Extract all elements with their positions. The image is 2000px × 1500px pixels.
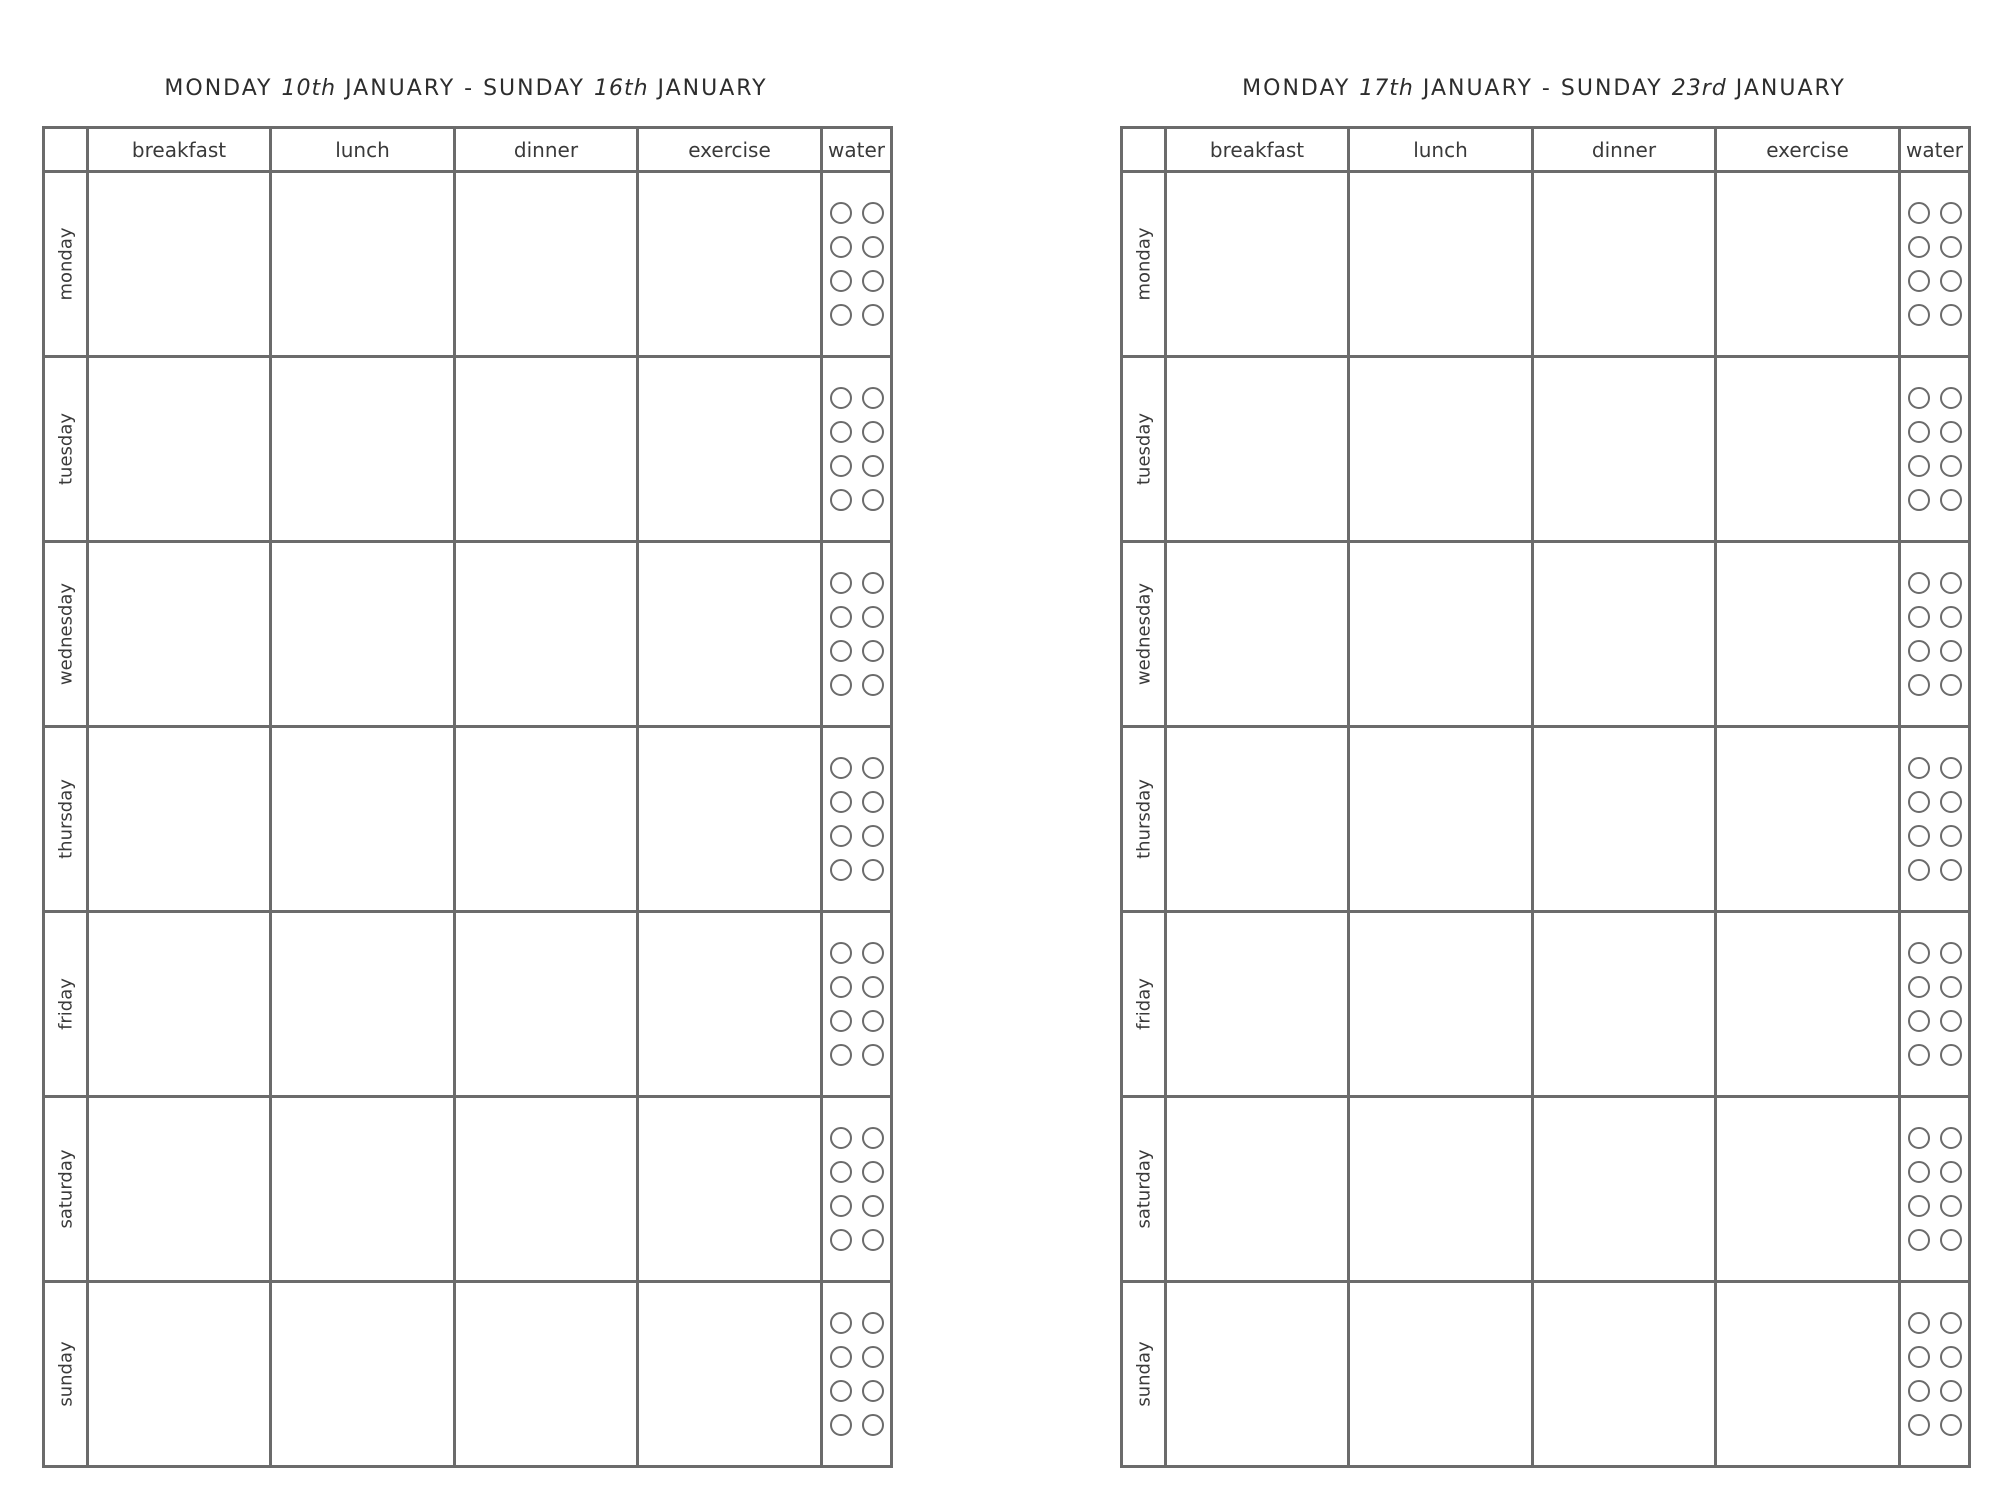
water-tracker [1908, 942, 1962, 1066]
water-glass-checkbox[interactable] [1940, 1010, 1962, 1032]
water-glass-checkbox[interactable] [1940, 1161, 1962, 1183]
water-glass-checkbox[interactable] [830, 202, 852, 224]
water-glass-checkbox[interactable] [862, 1161, 884, 1183]
lunch-entry-cell[interactable] [1349, 357, 1533, 542]
day-label-cell [44, 542, 88, 727]
corner-cell [1122, 128, 1166, 172]
water-tracker [830, 942, 884, 1066]
column-header-breakfast: breakfast [88, 128, 271, 172]
lunch-entry-cell[interactable] [1349, 172, 1533, 357]
water-glass-checkbox[interactable] [1908, 1044, 1930, 1066]
week-start-weekday: MONDAY [1242, 76, 1351, 101]
day-label: wednesday [55, 582, 76, 686]
lunch-entry-cell[interactable] [271, 1097, 455, 1282]
day-label: sunday [55, 1341, 76, 1407]
water-tracker [1908, 202, 1962, 326]
water-tracker [830, 572, 884, 696]
column-header-dinner: dinner [455, 128, 638, 172]
day-label: thursday [1133, 779, 1154, 859]
day-label-cell [44, 727, 88, 912]
week-end-weekday: SUNDAY [483, 76, 585, 101]
exercise-entry-cell[interactable] [638, 1097, 822, 1282]
water-tracker [830, 387, 884, 511]
dinner-entry-cell[interactable] [455, 912, 638, 1097]
water-glass-checkbox[interactable] [1908, 825, 1930, 847]
week-end-month: JANUARY [1735, 76, 1846, 101]
water-glass-checkbox[interactable] [862, 202, 884, 224]
water-cell [822, 727, 892, 912]
breakfast-entry-cell[interactable] [88, 357, 271, 542]
day-row-sunday [44, 1282, 892, 1467]
exercise-entry-cell[interactable] [1716, 357, 1900, 542]
water-glass-checkbox[interactable] [1940, 606, 1962, 628]
day-row-saturday [1122, 1097, 1970, 1282]
dinner-entry-cell[interactable] [1533, 357, 1716, 542]
water-cell [1900, 542, 1970, 727]
water-glass-checkbox[interactable] [1908, 1010, 1930, 1032]
water-cell [1900, 912, 1970, 1097]
water-tracker [1908, 387, 1962, 511]
meal-planner-table [42, 126, 893, 1468]
water-glass-checkbox[interactable] [830, 1195, 852, 1217]
day-label-cell [1122, 542, 1166, 727]
exercise-entry-cell[interactable] [638, 912, 822, 1097]
corner-cell [44, 128, 88, 172]
dinner-entry-cell[interactable] [1533, 1097, 1716, 1282]
day-label-cell [44, 172, 88, 357]
water-glass-checkbox[interactable] [862, 859, 884, 881]
water-glass-checkbox[interactable] [1940, 1229, 1962, 1251]
water-cell [1900, 172, 1970, 357]
water-glass-checkbox[interactable] [862, 1010, 884, 1032]
exercise-entry-cell[interactable] [1716, 727, 1900, 912]
lunch-entry-cell[interactable] [271, 1282, 455, 1467]
dinner-entry-cell[interactable] [455, 542, 638, 727]
water-cell [822, 357, 892, 542]
column-header-breakfast: breakfast [1166, 128, 1349, 172]
day-row-friday [1122, 912, 1970, 1097]
water-glass-checkbox[interactable] [1908, 1127, 1930, 1149]
water-glass-checkbox[interactable] [1940, 387, 1962, 409]
water-glass-checkbox[interactable] [1908, 1161, 1930, 1183]
water-glass-checkbox[interactable] [1940, 421, 1962, 443]
water-glass-checkbox[interactable] [1908, 674, 1930, 696]
day-label-cell [44, 1282, 88, 1467]
water-cell [1900, 357, 1970, 542]
week-end-month: JANUARY [657, 76, 768, 101]
week-title [42, 76, 890, 101]
week-end-weekday: SUNDAY [1560, 76, 1663, 101]
water-glass-checkbox[interactable] [862, 304, 884, 326]
exercise-entry-cell[interactable] [638, 172, 822, 357]
water-glass-checkbox[interactable] [1940, 1127, 1962, 1149]
week-start-weekday: MONDAY [164, 76, 273, 101]
day-label-cell [1122, 727, 1166, 912]
breakfast-entry-cell[interactable] [1166, 912, 1349, 1097]
exercise-entry-cell[interactable] [638, 357, 822, 542]
breakfast-entry-cell[interactable] [88, 172, 271, 357]
water-glass-checkbox[interactable] [830, 757, 852, 779]
dinner-entry-cell[interactable] [1533, 172, 1716, 357]
water-glass-checkbox[interactable] [862, 1044, 884, 1066]
water-glass-checkbox[interactable] [862, 640, 884, 662]
water-glass-checkbox[interactable] [830, 421, 852, 443]
water-glass-checkbox[interactable] [830, 976, 852, 998]
exercise-entry-cell[interactable] [1716, 542, 1900, 727]
column-header-water: water [822, 128, 892, 172]
dinner-entry-cell[interactable] [1533, 1282, 1716, 1467]
breakfast-entry-cell[interactable] [1166, 172, 1349, 357]
water-glass-checkbox[interactable] [862, 236, 884, 258]
water-glass-checkbox[interactable] [830, 1346, 852, 1368]
water-glass-checkbox[interactable] [1940, 304, 1962, 326]
water-glass-checkbox[interactable] [1908, 859, 1930, 881]
breakfast-entry-cell[interactable] [88, 1282, 271, 1467]
header-row [1122, 128, 1970, 172]
water-glass-checkbox[interactable] [1908, 421, 1930, 443]
day-label: tuesday [1133, 412, 1154, 486]
lunch-entry-cell[interactable] [1349, 542, 1533, 727]
breakfast-entry-cell[interactable] [1166, 1097, 1349, 1282]
day-label-cell [1122, 172, 1166, 357]
column-header-lunch: lunch [1349, 128, 1533, 172]
water-glass-checkbox[interactable] [830, 387, 852, 409]
water-glass-checkbox[interactable] [1908, 236, 1930, 258]
water-tracker [1908, 1312, 1962, 1436]
water-cell [822, 1097, 892, 1282]
water-glass-checkbox[interactable] [862, 757, 884, 779]
water-glass-checkbox[interactable] [862, 606, 884, 628]
water-glass-checkbox[interactable] [830, 304, 852, 326]
water-glass-checkbox[interactable] [1908, 1229, 1930, 1251]
week-title [1120, 76, 1968, 101]
water-glass-checkbox[interactable] [1940, 791, 1962, 813]
water-glass-checkbox[interactable] [1940, 270, 1962, 292]
breakfast-entry-cell[interactable] [88, 542, 271, 727]
water-glass-checkbox[interactable] [830, 1414, 852, 1436]
water-glass-checkbox[interactable] [1908, 1346, 1930, 1368]
column-header-dinner: dinner [1533, 128, 1716, 172]
water-cell [1900, 1282, 1970, 1467]
water-glass-checkbox[interactable] [830, 674, 852, 696]
water-glass-checkbox[interactable] [1940, 825, 1962, 847]
day-label: tuesday [55, 412, 76, 486]
exercise-entry-cell[interactable] [1716, 1097, 1900, 1282]
week-start-ordinal: 10th [281, 76, 337, 101]
day-label: monday [55, 227, 76, 301]
day-row-sunday [1122, 1282, 1970, 1467]
lunch-entry-cell[interactable] [1349, 912, 1533, 1097]
water-glass-checkbox[interactable] [830, 942, 852, 964]
water-glass-checkbox[interactable] [830, 572, 852, 594]
water-glass-checkbox[interactable] [1908, 455, 1930, 477]
water-glass-checkbox[interactable] [862, 489, 884, 511]
planner-page-week-2 [1120, 0, 1968, 1500]
water-glass-checkbox[interactable] [1908, 640, 1930, 662]
water-glass-checkbox[interactable] [1940, 572, 1962, 594]
dinner-entry-cell[interactable] [1533, 727, 1716, 912]
water-glass-checkbox[interactable] [862, 791, 884, 813]
column-header-exercise: exercise [1716, 128, 1900, 172]
breakfast-entry-cell[interactable] [1166, 1282, 1349, 1467]
water-glass-checkbox[interactable] [830, 455, 852, 477]
header-row [44, 128, 892, 172]
water-glass-checkbox[interactable] [862, 825, 884, 847]
water-glass-checkbox[interactable] [1908, 1312, 1930, 1334]
water-glass-checkbox[interactable] [830, 1010, 852, 1032]
breakfast-entry-cell[interactable] [88, 912, 271, 1097]
exercise-entry-cell[interactable] [1716, 1282, 1900, 1467]
day-row-saturday [44, 1097, 892, 1282]
lunch-entry-cell[interactable] [271, 172, 455, 357]
water-glass-checkbox[interactable] [862, 1195, 884, 1217]
water-glass-checkbox[interactable] [1940, 1312, 1962, 1334]
water-glass-checkbox[interactable] [862, 674, 884, 696]
water-tracker [830, 1312, 884, 1436]
water-cell [822, 542, 892, 727]
water-glass-checkbox[interactable] [1908, 606, 1930, 628]
water-cell [822, 912, 892, 1097]
breakfast-entry-cell[interactable] [88, 1097, 271, 1282]
water-glass-checkbox[interactable] [1940, 1195, 1962, 1217]
water-glass-checkbox[interactable] [830, 825, 852, 847]
day-row-wednesday [1122, 542, 1970, 727]
water-glass-checkbox[interactable] [1908, 976, 1930, 998]
water-glass-checkbox[interactable] [862, 1346, 884, 1368]
week-separator: - [1541, 76, 1552, 101]
day-row-tuesday [44, 357, 892, 542]
water-cell [1900, 1097, 1970, 1282]
water-glass-checkbox[interactable] [1940, 976, 1962, 998]
water-tracker [1908, 757, 1962, 881]
day-label: friday [55, 978, 76, 1030]
dinner-entry-cell[interactable] [455, 172, 638, 357]
exercise-entry-cell[interactable] [638, 542, 822, 727]
breakfast-entry-cell[interactable] [1166, 357, 1349, 542]
day-label: thursday [55, 779, 76, 859]
water-glass-checkbox[interactable] [1940, 859, 1962, 881]
day-label: friday [1133, 978, 1154, 1030]
water-glass-checkbox[interactable] [1940, 236, 1962, 258]
water-glass-checkbox[interactable] [1908, 387, 1930, 409]
dinner-entry-cell[interactable] [455, 1282, 638, 1467]
water-glass-checkbox[interactable] [1940, 640, 1962, 662]
water-tracker [1908, 1127, 1962, 1251]
day-label-cell [1122, 1097, 1166, 1282]
day-label-cell [44, 912, 88, 1097]
water-glass-checkbox[interactable] [830, 1127, 852, 1149]
water-glass-checkbox[interactable] [1908, 1414, 1930, 1436]
water-glass-checkbox[interactable] [862, 387, 884, 409]
day-label: saturday [1133, 1149, 1154, 1229]
water-glass-checkbox[interactable] [1908, 270, 1930, 292]
day-row-friday [44, 912, 892, 1097]
exercise-entry-cell[interactable] [638, 727, 822, 912]
water-tracker [1908, 572, 1962, 696]
column-header-lunch: lunch [271, 128, 455, 172]
dinner-entry-cell[interactable] [1533, 912, 1716, 1097]
water-cell [822, 172, 892, 357]
dinner-entry-cell[interactable] [455, 1097, 638, 1282]
breakfast-entry-cell[interactable] [1166, 727, 1349, 912]
water-glass-checkbox[interactable] [862, 942, 884, 964]
column-header-water: water [1900, 128, 1970, 172]
day-label-cell [1122, 357, 1166, 542]
week-end-ordinal: 23rd [1671, 76, 1727, 101]
water-glass-checkbox[interactable] [1940, 674, 1962, 696]
column-header-exercise: exercise [638, 128, 822, 172]
lunch-entry-cell[interactable] [1349, 1097, 1533, 1282]
lunch-entry-cell[interactable] [271, 357, 455, 542]
day-label-cell [44, 1097, 88, 1282]
exercise-entry-cell[interactable] [1716, 912, 1900, 1097]
day-label-cell [44, 357, 88, 542]
day-row-thursday [44, 727, 892, 912]
water-glass-checkbox[interactable] [830, 236, 852, 258]
water-glass-checkbox[interactable] [1940, 489, 1962, 511]
lunch-entry-cell[interactable] [271, 727, 455, 912]
water-glass-checkbox[interactable] [862, 1312, 884, 1334]
week-start-ordinal: 17th [1359, 76, 1414, 101]
water-glass-checkbox[interactable] [1908, 791, 1930, 813]
water-glass-checkbox[interactable] [1940, 1414, 1962, 1436]
exercise-entry-cell[interactable] [638, 1282, 822, 1467]
water-glass-checkbox[interactable] [830, 1161, 852, 1183]
water-glass-checkbox[interactable] [1940, 757, 1962, 779]
water-glass-checkbox[interactable] [862, 270, 884, 292]
water-tracker [830, 757, 884, 881]
water-glass-checkbox[interactable] [830, 489, 852, 511]
meal-planner-table [1120, 126, 1971, 1468]
day-row-wednesday [44, 542, 892, 727]
water-tracker [830, 202, 884, 326]
water-glass-checkbox[interactable] [1908, 757, 1930, 779]
planner-page-week-1 [42, 0, 890, 1500]
water-glass-checkbox[interactable] [862, 572, 884, 594]
water-glass-checkbox[interactable] [830, 640, 852, 662]
day-label: monday [1133, 227, 1154, 301]
day-label: wednesday [1133, 582, 1154, 686]
dinner-entry-cell[interactable] [455, 727, 638, 912]
water-cell [822, 1282, 892, 1467]
water-glass-checkbox[interactable] [830, 1380, 852, 1402]
breakfast-entry-cell[interactable] [88, 727, 271, 912]
water-glass-checkbox[interactable] [830, 1312, 852, 1334]
week-start-month: JANUARY [1422, 76, 1533, 101]
water-glass-checkbox[interactable] [830, 791, 852, 813]
water-glass-checkbox[interactable] [862, 1380, 884, 1402]
water-glass-checkbox[interactable] [1940, 202, 1962, 224]
water-glass-checkbox[interactable] [1940, 1380, 1962, 1402]
water-glass-checkbox[interactable] [1908, 489, 1930, 511]
lunch-entry-cell[interactable] [1349, 727, 1533, 912]
water-glass-checkbox[interactable] [830, 606, 852, 628]
day-label-cell [1122, 912, 1166, 1097]
day-row-monday [1122, 172, 1970, 357]
water-glass-checkbox[interactable] [1940, 1044, 1962, 1066]
water-glass-checkbox[interactable] [830, 1229, 852, 1251]
lunch-entry-cell[interactable] [1349, 1282, 1533, 1467]
dinner-entry-cell[interactable] [1533, 542, 1716, 727]
water-glass-checkbox[interactable] [1908, 1380, 1930, 1402]
water-glass-checkbox[interactable] [1940, 1346, 1962, 1368]
exercise-entry-cell[interactable] [1716, 172, 1900, 357]
dinner-entry-cell[interactable] [455, 357, 638, 542]
water-glass-checkbox[interactable] [1908, 942, 1930, 964]
week-end-ordinal: 16th [593, 76, 649, 101]
water-glass-checkbox[interactable] [1908, 1195, 1930, 1217]
water-glass-checkbox[interactable] [862, 1229, 884, 1251]
water-glass-checkbox[interactable] [830, 270, 852, 292]
water-glass-checkbox[interactable] [1940, 455, 1962, 477]
day-row-monday [44, 172, 892, 357]
day-label: sunday [1133, 1341, 1154, 1407]
day-label: saturday [55, 1149, 76, 1229]
day-row-tuesday [1122, 357, 1970, 542]
water-glass-checkbox[interactable] [830, 859, 852, 881]
day-label-cell [1122, 1282, 1166, 1467]
day-row-thursday [1122, 727, 1970, 912]
water-glass-checkbox[interactable] [830, 1044, 852, 1066]
water-glass-checkbox[interactable] [862, 1127, 884, 1149]
water-glass-checkbox[interactable] [862, 455, 884, 477]
week-separator: - [464, 76, 475, 101]
water-tracker [830, 1127, 884, 1251]
water-glass-checkbox[interactable] [862, 421, 884, 443]
water-cell [1900, 727, 1970, 912]
water-glass-checkbox[interactable] [862, 976, 884, 998]
water-glass-checkbox[interactable] [1908, 304, 1930, 326]
lunch-entry-cell[interactable] [271, 542, 455, 727]
water-glass-checkbox[interactable] [862, 1414, 884, 1436]
water-glass-checkbox[interactable] [1940, 942, 1962, 964]
water-glass-checkbox[interactable] [1908, 202, 1930, 224]
water-glass-checkbox[interactable] [1908, 572, 1930, 594]
lunch-entry-cell[interactable] [271, 912, 455, 1097]
week-start-month: JANUARY [345, 76, 456, 101]
breakfast-entry-cell[interactable] [1166, 542, 1349, 727]
